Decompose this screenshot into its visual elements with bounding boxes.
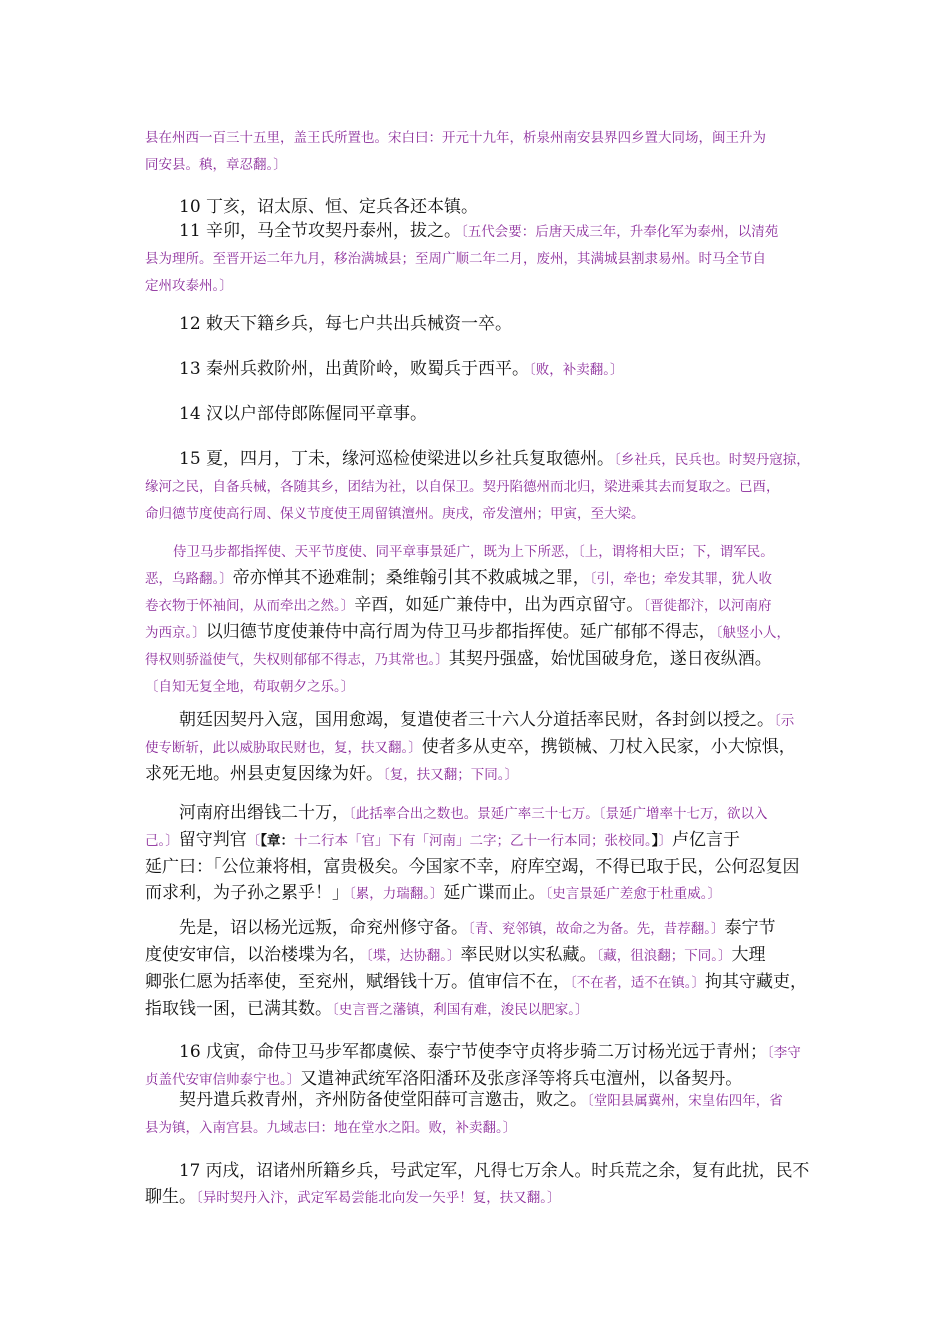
main-text: 留守判官 [178,830,247,850]
text-line [145,500,810,527]
text-line [145,673,810,700]
annotation-text: 〔堞，达协翻。〕 [366,948,461,964]
main-text: 泰宁节 [724,918,776,938]
text-line [145,565,810,592]
main-text: 卢亿言于 [672,830,740,850]
text-line [145,592,810,619]
annotation-text: 十二行本「官」下有「河南」二字；乙十一行本同；张校同。 [294,833,652,849]
annotation-text: 〔李守 [767,1045,801,1061]
main-text: 以归德节度使兼侍中高行周为侍卫马步都指挥使。延广郁郁不得志， [205,622,716,642]
annotation-text: 〔乡社兵，民兵也。时契丹寇掠， [614,452,810,468]
annotation-text: 恶，乌路翻。〕 [145,571,233,587]
text-line [145,446,810,473]
main-text: 延广谍而止。 [443,883,546,903]
text-line [145,1184,810,1211]
annotation-text: 同安县。稹，章忍翻。〕 [145,157,287,173]
paragraph-court-levy [145,707,810,788]
main-text: 辛酉，如延广兼侍中，出为西京留守。 [354,595,644,615]
collation-marker: 【章： [260,833,294,849]
paragraph-13 [145,356,844,383]
annotation-text: 〔异时契丹入汴，武定军曷尝能北向发一矢乎！复，扶又翻。〕 [196,1190,561,1206]
text-line [179,311,844,337]
paragraph-15 [145,446,810,527]
annotation-text: 〕 [658,833,672,849]
main-text: 12 敕天下籍乡兵，每七户共出兵械资一卒。 [179,314,513,334]
annotation-text: 己。〕 [145,833,179,849]
main-text: 聊生。 [145,1187,196,1207]
annotation-text: 命归德节度使高行周、保义节度使王周留镇澶州。庚戌，帝发澶州；甲寅，至大梁。 [145,506,645,522]
annotation-text: 〔五代会要：后唐天成三年，升奉化军为泰州，以清苑 [461,224,779,240]
main-text: 延广曰：「公位兼将相，富贵极矣。今国家不幸，府库空竭，不得已取于民，公何忍复因 [145,857,800,877]
main-text: 15 夏，四月，丁未，缘河巡检使梁进以乡社兵复取德州。 [179,449,615,469]
annotation-text: 定州攻泰州。〕 [145,278,233,294]
text-line [145,151,810,178]
paragraph-fragment-tongan [145,124,810,178]
text-line [145,538,810,565]
annotation-text: 县在州西一百三十五里，盖王氏所置也。宋白曰：开元十九年，析泉州南安县界四乡置大同场，闽王升为 [145,130,766,146]
annotation-text: 侍卫马步都指挥使、天平节度使、同平章事景延广，既为上下所恶，〔上，谓将相大臣；下，谓军民。 [173,544,774,560]
annotation-text: 贞盖代安审信帅泰宁也。〕 [145,1072,301,1088]
annotation-text: 〔示 [774,713,795,729]
annotation-text: 为西京。〕 [145,625,206,641]
paragraph-11 [145,218,810,299]
main-text: 先是，诏以杨光远叛，命兖州修守备。 [179,918,468,938]
main-text: 17 丙戌，诏诸州所籍乡兵，号武定军，凡得七万余人。时兵荒之余，复有此扰，民不 [179,1160,810,1180]
main-text: 使者多从吏卒，携锁械、刀杖入民家，小大惊惧， [421,737,796,757]
main-text: 拘其守藏吏， [705,972,807,992]
text-line [145,245,810,272]
text-line [179,356,844,383]
annotation-text: 卷衣物于怀袖间，从而牵出之然。〕 [145,598,355,614]
paragraph-12 [145,311,844,337]
annotation-text: 〔自知无复全地，苟取朝夕之乐。〕 [145,679,355,695]
text-line [145,996,810,1023]
main-text: 13 秦州兵救阶州，出黄阶岭，败蜀兵于西平。 [179,359,530,379]
text-line [145,734,810,761]
text-line [145,1039,810,1066]
text-line [145,124,810,151]
main-text: 16 戊寅，命侍卫马步军都虞候、泰宁节使李守贞将步骑二万讨杨光远于青州； [179,1042,768,1062]
text-line [145,969,810,996]
text-line [145,1157,810,1184]
text-line [145,761,810,788]
paragraph-17 [145,1157,810,1211]
annotation-text: 〔史言景延广差愈于杜重威。〕 [545,886,721,902]
text-line [145,942,810,969]
text-line [145,272,810,299]
paragraph-henan-fu [145,800,810,907]
main-text: 而求利，为子孙之累乎！」 [145,883,349,903]
annotation-text: 使专断斩，此以威胁取民财也，复，扶又翻。〕 [145,740,422,756]
annotation-text: 〔引，牵也；牵发其罪，犹人收 [589,571,772,587]
text-line [145,1114,810,1141]
text-line [145,854,810,880]
main-text: 其契丹强盛，始忧国破身危，遂日夜纵酒。 [448,649,772,669]
annotation-text: 〔不在者，适不在镇。〕 [570,975,705,991]
annotation-text: 〔史言晋之藩镇，利国有难，浚民以肥家。〕 [332,1002,589,1018]
annotation-text: 县为镇，入南宫县。九域志曰：地在堂水之阳。败，补卖翻。〕 [145,1120,517,1136]
main-text: 10 丁亥，诏太原、恒、定兵各还本镇。 [179,197,479,217]
main-text: 河南府出缗钱二十万， [179,803,349,823]
annotation-text: 〔累，力瑞翻。〕 [349,886,444,902]
paragraph-yanzhou [145,915,810,1023]
main-text: 11 辛卯，马全节攻契丹泰州，拔之。 [179,221,462,241]
annotation-text: 〔青、兖邻镇，故命之为备。先，昔荐翻。〕 [468,921,725,937]
text-line [145,218,810,245]
main-text: 又遣神武统军洛阳潘环及张彦泽等将兵屯澶州，以备契丹。 [300,1069,743,1089]
text-line [145,473,810,500]
main-text: 契丹遣兵救青州，齐州防备使堂阳薛可言邀击，败之。 [179,1090,587,1110]
main-text: 指取钱一囷，已满其数。 [145,999,332,1019]
annotation-text: 〔晋徙都汴，以河南府 [643,598,772,614]
collation-marker: 】 [651,833,659,849]
text-line [145,619,810,646]
text-line [179,194,844,220]
main-text: 帝亦惮其不逊难制；桑维翰引其不救戚城之罪， [232,568,590,588]
text-line [145,800,810,827]
annotation-text: 县为理所。至晋开运二年九月，移治满城县；至周广顺二年二月，废州，其满城县割隶易州。时马全节自 [145,251,766,267]
annotation-text: 〔堂阳县属冀州，宋皇佑四年，省 [587,1093,783,1109]
main-text: 大理 [731,945,766,965]
annotation-text: 〔 [246,833,261,849]
text-line [145,880,810,907]
main-text: 朝廷因契丹入寇，国用愈竭，复遣使者三十六人分道括率民财，各封剑以授之。 [179,710,774,730]
paragraph-10 [145,194,844,220]
text-line [179,401,844,427]
main-text: 14 汉以户部侍郎陈偓同平章事。 [179,404,428,424]
text-line [145,1087,810,1114]
text-line [145,827,810,854]
annotation-text: 〔复，扶又翻；下同。〕 [383,767,518,783]
paragraph-jing-yanguang [145,538,810,700]
annotation-text: 缘河之民，自备兵械，各随其乡，团结为社，以自保卫。契丹陷德州而北归，梁进乘其去而复取之。已酉， [145,479,780,495]
text-line [145,915,810,942]
annotation-text: 〔败，补卖翻。〕 [529,362,624,378]
annotation-text: 〔此括率合出之数也。景延广率三十七万。〔景延广增率十七万，欲以入 [349,806,768,822]
paragraph-qingzhou-relief [145,1087,810,1141]
main-text: 度使安审信，以治楼堞为名， [145,945,366,965]
paragraph-14 [145,401,844,427]
text-line [145,646,810,673]
annotation-text: 〔觖竖小人， [715,625,790,641]
main-text: 求死无地。州县吏复因缘为奸。 [145,764,383,784]
annotation-text: 得权则骄溢使气，失权则郁郁不得志，乃其常也。〕 [145,652,449,668]
annotation-text: 〔藏，徂浪翻；下同。〕 [596,948,732,964]
text-line [145,707,810,734]
paragraph-16 [145,1039,810,1093]
main-text: 卿张仁愿为括率使，至兖州，赋缗钱十万。值审信不在， [145,972,570,992]
main-text: 率民财以实私藏。 [460,945,597,965]
